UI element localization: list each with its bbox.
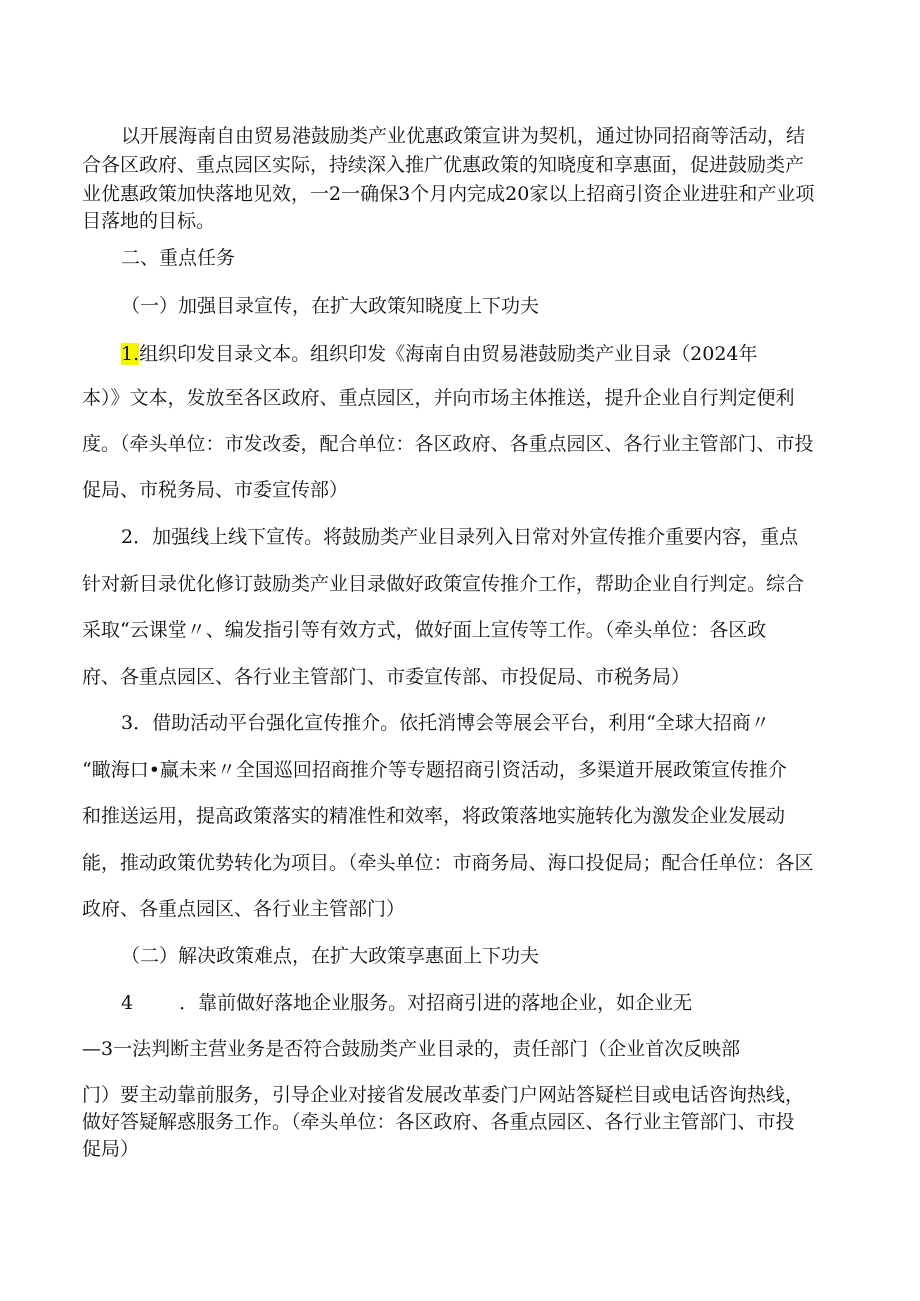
item-4-line-2: —3一法判断主营业务是否符合鼓励类产业目录的，责任部门（企业首次反映部 — [82, 1038, 741, 1060]
item-2-line-2: 针对新目录优化修订鼓励类产业目录做好政策宣传推介工作，帮助企业自行判定。综合 — [82, 573, 805, 595]
item-2-line-3: 采取“云课堂〃、编发指引等有效方式，做好面上宣传等工作。（牵头单位：各区政 — [82, 619, 767, 641]
item-3-line-3: 和推送运用，提高政策落实的精准性和效率，将政策落地实施转化为激发企业发展动 — [82, 805, 786, 827]
item-3-line-1: 3．借助活动平台强化宣传推介。依托消博会等展会平台，利用“全球大招商〃 — [121, 712, 770, 734]
item-1-text-line-1: 组织印发目录文本。组织印发《海南自由贸易港鼓励类产业目录（2024年 — [139, 343, 758, 365]
item-3-line-4: 能，推动政策优势转化为项目。（牵头单位：市商务局、海口投促局；配合任单位：各区 — [82, 852, 814, 874]
subsection-2-heading: （二）解决政策难点，在扩大政策享惠面上下功夫 — [121, 945, 540, 967]
item-4-line-5: 促局） — [82, 1138, 140, 1160]
item-1-number-highlight: 1. — [121, 343, 140, 365]
item-4-number: 4 — [121, 992, 134, 1014]
item-4-line-4: 做好答疑解惑服务工作。（牵头单位：各区政府、各重点园区、各行业主管部门、市投 — [82, 1111, 795, 1133]
item-1-line-2: 本）》文本，发放至各区政府、重点园区，并向市场主体推送，提升企业自行判定便利 — [82, 387, 795, 409]
subsection-1-heading: （一）加强目录宣传，在扩大政策知晓度上下功夫 — [121, 295, 540, 317]
item-4-line-1 — [121, 989, 692, 1017]
intro-line-4: 目落地的目标。 — [82, 210, 216, 232]
section-heading: 二、重点任务 — [121, 247, 236, 269]
intro-line-1: 以开展海南自由贸易港鼓励类产业优惠政策宣讲为契机，通过协同招商等活动，结 — [121, 125, 806, 147]
item-3-line-2: “瞰海口•赢未来〃全国巡回招商推介等专题招商引资活动，多渠道开展政策宣传推介 — [82, 759, 787, 781]
intro-line-2: 合各区政府、重点园区实际，持续深入推广优惠政策的知晓度和享惠面，促进鼓励类产 — [82, 154, 805, 176]
item-2-line-4: 府、各重点园区、各行业主管部门、市委宣传部、市投促局、市税务局） — [82, 666, 691, 688]
item-4-line-3: 门）要主动靠前服务，引导企业对接省发展改革委门户网站答疑栏目或电话咨询热线， — [82, 1084, 805, 1106]
item-1-line-4: 促局、市税务局、市委宣传部） — [82, 479, 349, 501]
item-4-text-line-1: ．靠前做好落地企业服务。对招商引进的落地企业，如企业无 — [179, 992, 693, 1014]
item-1-line-1 — [121, 340, 758, 368]
item-1-line-3: 度。（牵头单位：市发改委，配合单位：各区政府、各重点园区、各行业主管部门、市投 — [82, 433, 814, 455]
intro-line-3: 业优惠政策加快落地见效，一2一确保3个月内完成20家以上招商引资企业进驻和产业项 — [82, 183, 815, 205]
item-2-line-1: 2．加强线上线下宣传。将鼓励类产业目录列入日常对外宣传推介重要内容，重点 — [121, 526, 799, 548]
item-3-line-5: 政府、各重点园区、各行业主管部门） — [82, 898, 406, 920]
